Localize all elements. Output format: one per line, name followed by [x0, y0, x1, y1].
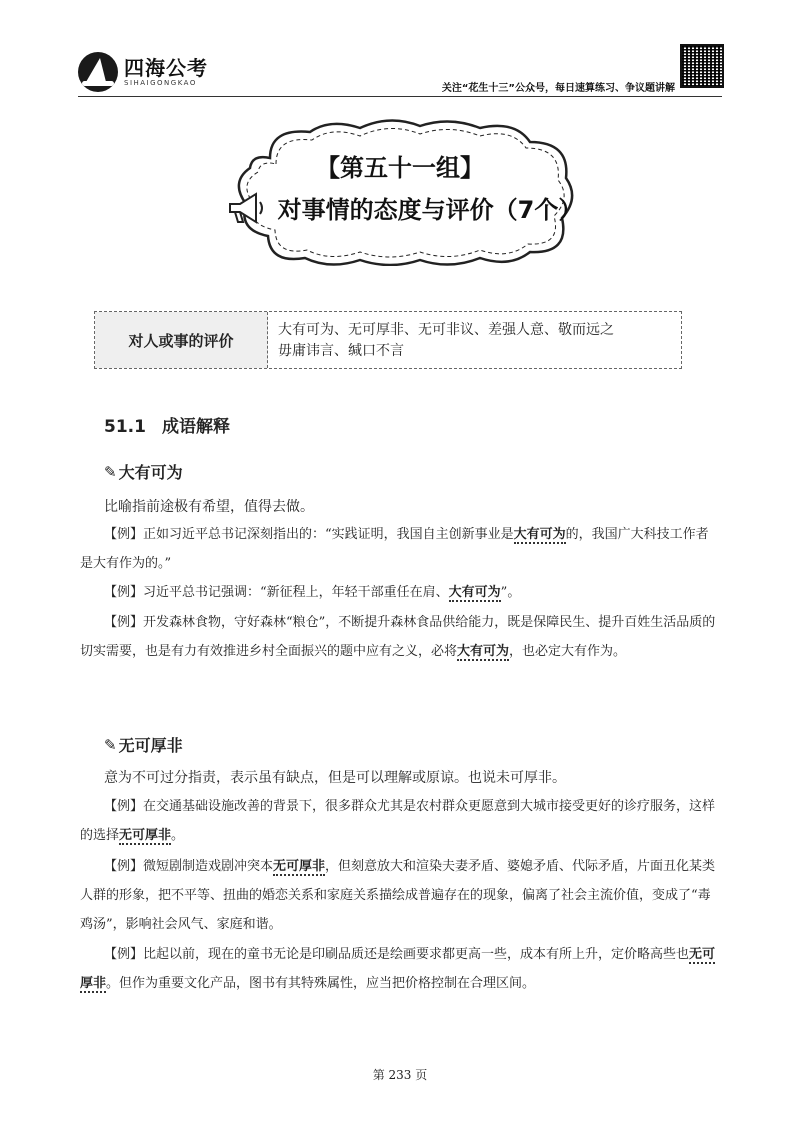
- group-subtitle: 对事情的态度与评价（7个）: [277, 196, 583, 224]
- category-list: [268, 312, 624, 368]
- example-paragraph: 【例】比起以前，现在的童书无论是印刷品质还是绘画要求都更高一些，成本有所上升，定价略高些也无可厚非。但作为重要文化产品，图书有其特殊属性，应当把价格控制在合理区间。: [80, 947, 716, 991]
- idiom-title: 无可厚非: [118, 736, 183, 755]
- idiom-definition: 比喻指前途极有希望，值得去做。: [104, 499, 314, 515]
- category-line: 毋庸讳言、缄口不言: [278, 343, 404, 359]
- logo: [78, 52, 208, 92]
- example-paragraph: 【例】微短剧制造戏剧冲突本无可厚非，但刻意放大和渲染夫妻矛盾、婆媳矛盾、代际矛盾，片面丑化某类人群的形象，把不平等、扭曲的婚恋关系和家庭关系描绘成普遍存在的现象，偏离了社会主流价值，变成了“毒鸡汤”，影响社会风气、家庭和谐。: [80, 859, 716, 932]
- logo-name: 四海公考: [124, 56, 208, 80]
- header-note: 关注“花生十三”公众号，每日速算练习、争议题讲解: [441, 83, 675, 94]
- pencil-icon: ✎: [104, 735, 117, 754]
- highlighted-idiom: 大有可为: [448, 585, 501, 600]
- category-table: [94, 311, 682, 369]
- category-head: 对人或事的评价: [95, 312, 268, 368]
- page-number: 第 233 页: [372, 1068, 428, 1082]
- idiom-definition: 意为不可过分指责，表示虽有缺点，但是可以理解或原谅。也说未可厚非。: [104, 770, 566, 786]
- highlighted-idiom: 大有可为: [457, 644, 510, 659]
- pencil-icon: ✎: [104, 462, 117, 481]
- header-divider: [78, 96, 722, 97]
- example-paragraph: 【例】开发森林食物，守好森林“粮仓”，不断提升森林食品供给能力，既是保障民生、提升百姓生活品质的切实需要，也是有力有效推进乡村全面振兴的题中应有之义，必将大有可为，也必定大有作为。: [80, 615, 716, 659]
- page-header: [0, 0, 800, 100]
- category-line: 大有可为、无可厚非、无可非议、差强人意、敬而远之: [278, 322, 614, 338]
- example-paragraph: 【例】在交通基础设施改善的背景下，很多群众尤其是农村群众更愿意到大城市接受更好的诊疗服务，这样的选择无可厚非。: [80, 799, 716, 843]
- section-number: 51.1: [104, 417, 146, 437]
- section-label: 成语解释: [161, 417, 230, 437]
- qr-code-icon: [680, 44, 724, 88]
- section-heading: [104, 412, 246, 437]
- highlighted-idiom: 大有可为: [513, 527, 566, 542]
- highlighted-idiom: 无可厚非: [80, 947, 716, 991]
- group-title: 【第五十一组】: [316, 154, 484, 182]
- example-paragraph: 【例】习近平总书记强调：“新征程上，年轻干部重任在肩、大有可为”。: [104, 585, 521, 600]
- example-paragraph: 【例】正如习近平总书记深刻指出的：“实践证明，我国自主创新事业是大有可为的，我国广大科技工作者是大有作为的。”: [80, 527, 709, 571]
- highlighted-idiom: 无可厚非: [273, 859, 326, 874]
- idiom-title: 大有可为: [118, 463, 183, 482]
- logo-sail-icon: [78, 52, 118, 92]
- idiom-heading: [104, 460, 183, 483]
- highlighted-idiom: 无可厚非: [119, 828, 172, 843]
- idiom-heading: [104, 733, 183, 756]
- logo-subtitle: SIHAIGONGKAO: [124, 79, 197, 87]
